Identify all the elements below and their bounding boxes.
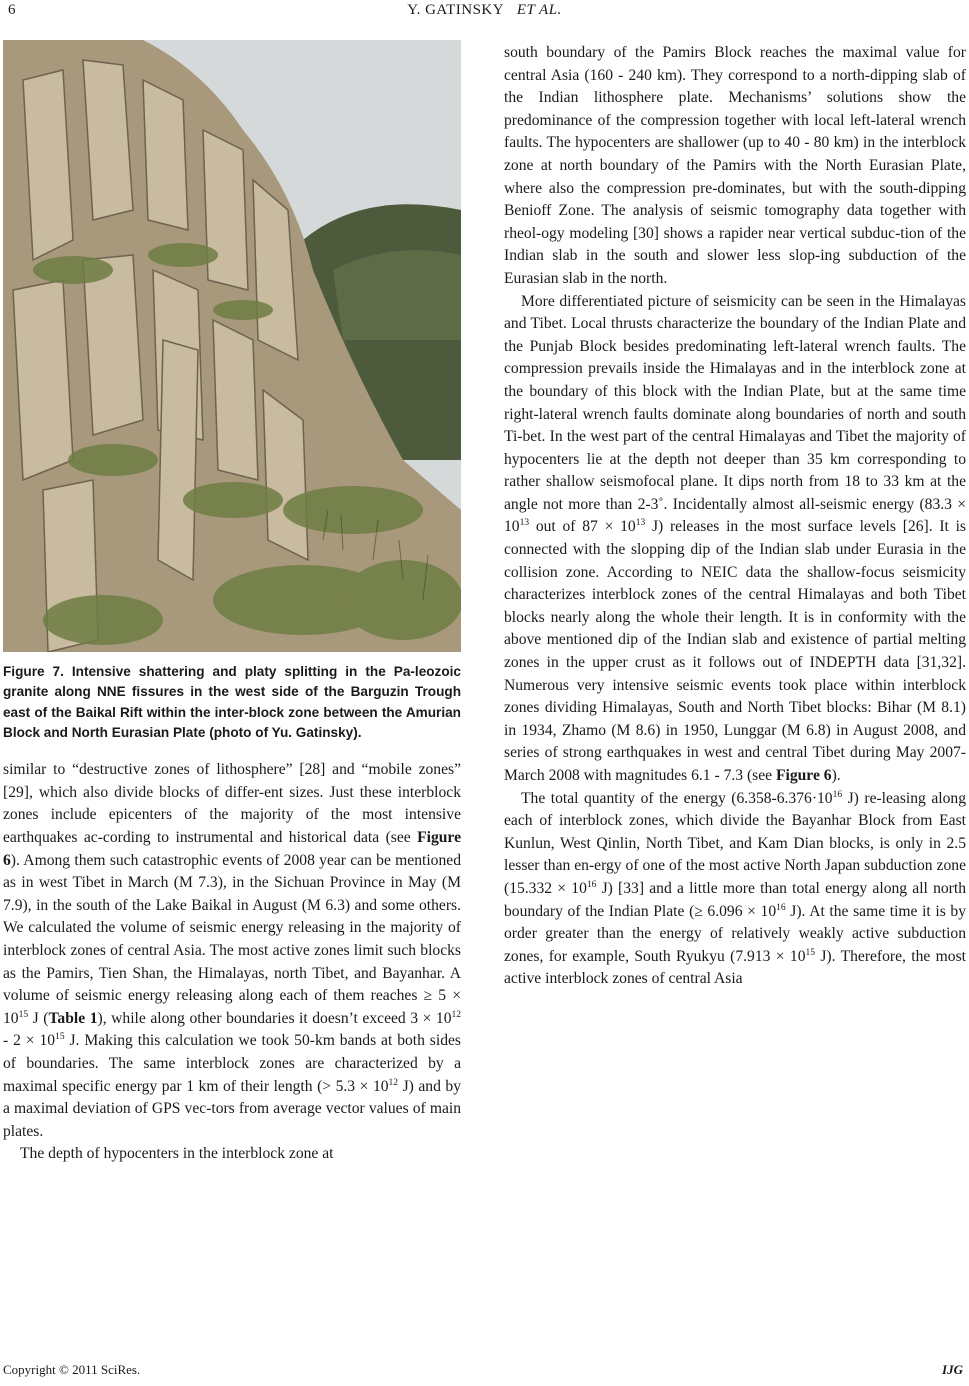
- figure-caption: Figure 7. Intensive shattering and platy splitting in the Pa-leozoic granite along NNE fissures in the west side of the Barguzin Trough east of the Baikal Rift within the inter-block zone between the Amurian Block and North Eurasian Plate (photo of Yu. Gatinsky).: [3, 664, 461, 740]
- right-paragraph-1: south boundary of the Pamirs Block reaches the maximal value for central Asia (160 - 240 km). They correspond to a north-dipping slab of the Indian lithosphere plate. Mechanisms’ solutions show the predominance of the compression together with local left-lateral wrench faults. The hypocenters are shallower (up to 40 - 80 km) in the interblock zone at north boundary of the Pamirs with the North Eurasian Plate, where also the compression pre-dominates, but with the south-dipping Benioff Zone. The analysis of seismic tomography data together with rheol-ogy modeling [30] shows a rapider near vertical subduc-tion of the Indian slab in the south and slower less slop-ing subduction of the Eurasian slab in the north.: [504, 44, 966, 287]
- left-paragraph-1: similar to “destructive zones of lithosphere” [28] and “mobile zones” [29], which also divide blocks of differ-ent sizes. Just these interblock zones include epicenters of the majority of the most intensive earthquakes ac-cording to instrumental and historical data (see Figure 6). Among them such catastrophic events of 2008 year can be mentioned as in west Tibet in March (M 7.3), in the Sichuan Province in May (M 7.9), in the south of the Lake Baikal in August (M 6.3) and some others. We calculated the volume of seismic energy releasing in the majority of interblock zones of central Asia. The most active zones limit such blocks as the Pamirs, Tien Shan, the Himalayas, north Tibet, and Bayanhar. A volume of seismic energy releasing along each of them reaches ≥ $5 \times 10^{15}$ J (Table 1), while along other boundaries it doesn’t exceed $3 \times 10^{12} - 2 \times 10^{15}$ J. Making this calculation we took 50-km bands at both sides of boundaries. The same interblock zones are characterized by a maximal specific energy par 1 km of their length (> $5.3 \times 10^{12}$ J) and by a maximal deviation of GPS vec-tors from average vector values of main plates.: [3, 761, 462, 1140]
- page-header: [0, 0, 969, 32]
- figure-6-reference: Figure 6: [3, 828, 461, 869]
- et-al: ET AL.: [516, 2, 562, 18]
- journal-abbreviation: IJG: [942, 1362, 963, 1377]
- author-name: Y. GATINSKY: [407, 2, 505, 18]
- left-paragraph-2: The depth of hypocenters in the interblock zone at: [20, 1145, 334, 1163]
- copyright-notice: Copyright © 2011 SciRes.: [3, 1362, 141, 1377]
- right-paragraph-2: More differentiated picture of seismicity can be seen in the Himalayas and Tibet. Local thrusts characterize the boundary of the Indian Plate and the Punjab Block besides predominating left-lateral wrench faults. The compression prevails inside the Himalayas and in the interblock zone at the boundary of this block with the Indian Plate, but at the same time right-lateral wrench faults dominate along boundaries of north and south Ti-bet. In the west part of the central Himalayas and Tibet the majority of hypocenters lie at the depth not deeper than 35 km corresponding to rather shallow seismofocal plane. It dips north from 18 to 33 km at the angle not more than 2-3˚. Incidentally almost all-seismic energy ($83.3 \times 10^{13}$ out of $87 \times 10^{13}$ J) releases in the most surface levels [26]. It is connected with the slopping dip of the Indian slab under Eurasia in the collision zone. According to NEIC data the shallow-focus seismicity characterizes interblock zones of the central Himalayas and both Tibet blocks nearly along the whole their length. It is in conformity with the above mentioned dip of the Indian slab and existence of partial melting zones in the upper crust as it follows out of INDEPTH data [31,32]. Numerous very intensive seismic events took place within interblock zones dividing Himalayas, South and North Tibet blocks: Bihar (M 8.1) in 1934, Zhamo (M 8.6) in 1950, Lunggar (M 6.8) in August 2008, and series of strong earthquakes in west and central Tibet during May 2007-March 2008 with magnitudes 6.1 - 7.3 (see Figure 6).: [504, 292, 967, 784]
- page-number: 6: [8, 2, 16, 18]
- granite-outcrop-photo: [3, 40, 461, 652]
- table-1-reference: Table 1: [48, 1009, 98, 1027]
- running-head: [0, 2, 969, 19]
- right-paragraph-3: The total quantity of the energy ($6.358-6.376\cdot 10^{16}$ J) re-leasing along each of interblock zones, which divide the Bayanhar Block from East Kunlun, West Qinlin, North Tibet, and Kam Dian blocks, is only in 2.5 lesser than en-ergy of one of the most active North Japan subduction zone ($15.332 \times 10^{16}$ J) [33] and a little more than total energy along all north boundary of the Indian Plate (≥ $6.096 \times 10^{16}$ J). At the same time it is by order greater than the energy of relatively weakly active subduction zones, for example, South Ryukyu ($7.913 \times 10^{15}$ J). Therefore, the most active interblock zones of central Asia: [504, 789, 966, 988]
- photo-illustration: [3, 40, 461, 652]
- right-column: [504, 42, 966, 991]
- left-column: [3, 40, 461, 1166]
- figure-6-reference: Figure 6: [775, 767, 832, 784]
